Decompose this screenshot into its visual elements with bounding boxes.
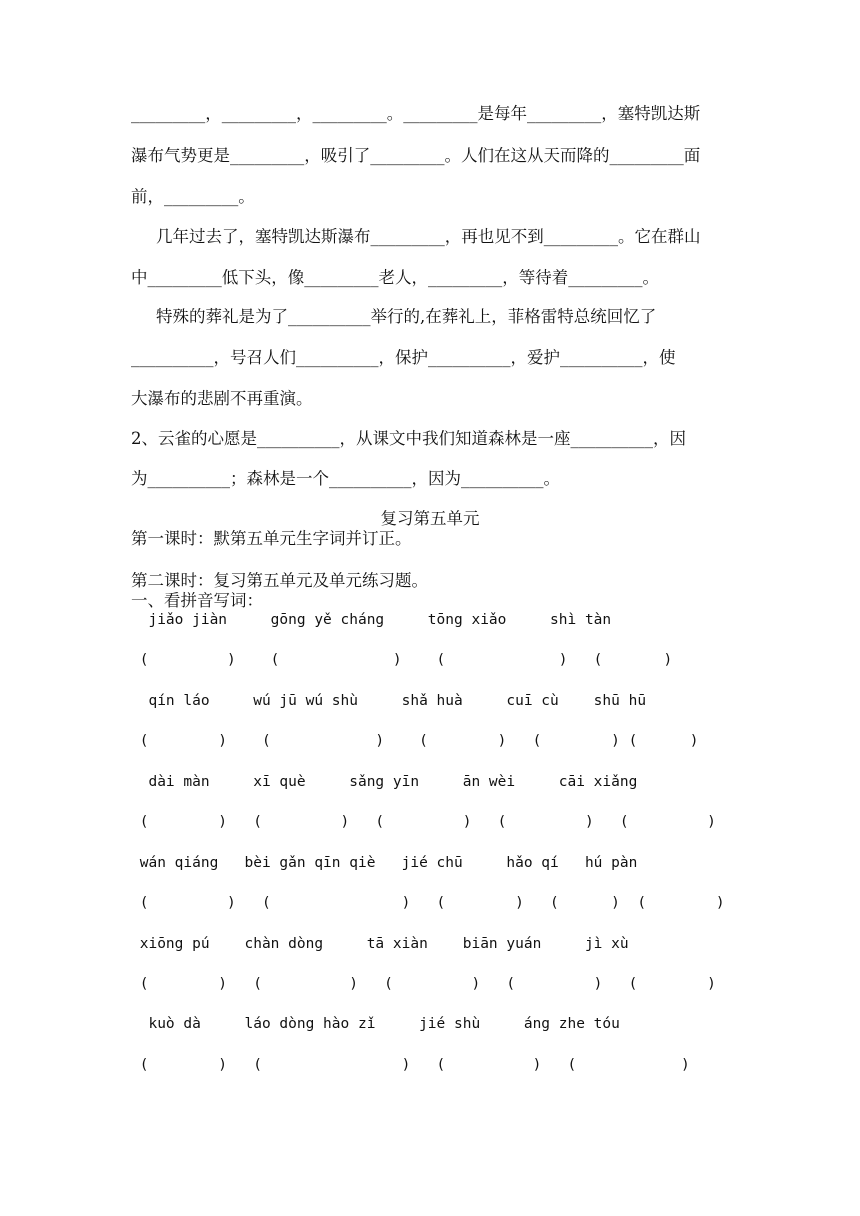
passage-line: __________，号召人们__________，保护__________，爱护__________，使 (131, 348, 676, 367)
review-title: 复习第五单元 (380, 509, 480, 528)
question-line: 为__________；森林是一个__________，因为__________。 (131, 469, 560, 488)
pinyin-row: qín láo wú jū wú shù shǎ huà cuī cù shū hū (131, 693, 647, 709)
passage-line: 几年过去了，塞特凯达斯瀑布_________，再也见不到_________。它在群山 (156, 227, 701, 246)
passage-line: 前，_________。 (131, 187, 255, 206)
passage-line: 大瀑布的悲剧不再重演。 (131, 389, 313, 408)
passage-line: 特殊的葬礼是为了__________举行的,在葬礼上，菲格雷特总统回忆了 (156, 307, 657, 326)
answer-brackets-row: ( ) ( ) ( ) ( ) ( ) (131, 733, 699, 749)
passage-line: 中_________低下头，像_________老人，_________，等待着_________。 (131, 268, 659, 287)
answer-brackets-row: ( ) ( ) ( ) ( ) (131, 652, 673, 668)
pinyin-row: wán qiáng bèi gǎn qīn qiè jié chū hǎo qí hú pàn (131, 855, 638, 871)
lesson-one-text: 第一课时：默第五单元生字词并订正。 (131, 529, 412, 548)
pinyin-row: dài màn xī què sǎng yīn ān wèi cāi xiǎng (131, 774, 638, 790)
answer-brackets-row: ( ) ( ) ( ) ( ) ( ) (131, 895, 725, 911)
pinyin-row: jiǎo jiàn gōng yě cháng tōng xiǎo shì tàn (131, 612, 612, 628)
answer-brackets-row: ( ) ( ) ( ) ( ) (131, 1057, 690, 1073)
question-line: 2、云雀的心愿是__________，从课文中我们知道森林是一座__________，因 (131, 429, 686, 448)
answer-brackets-row: ( ) ( ) ( ) ( ) ( ) (131, 814, 716, 830)
passage-line: _________，_________，_________。_________是每年_________，塞特凯达斯 (131, 104, 701, 123)
section-heading: 一、看拼音写词： (131, 591, 263, 610)
pinyin-row: kuò dà láo dòng hào zǐ jié shù áng zhe tóu (131, 1016, 620, 1032)
answer-brackets-row: ( ) ( ) ( ) ( ) ( ) (131, 976, 716, 992)
pinyin-row: xiōng pú chàn dòng tā xiàn biān yuán jì xù (131, 936, 629, 952)
passage-line: 瀑布气势更是_________，吸引了_________。人们在这从天而降的_________面 (131, 146, 701, 165)
lesson-two-text: 第二课时：复习第五单元及单元练习题。 (131, 571, 428, 590)
